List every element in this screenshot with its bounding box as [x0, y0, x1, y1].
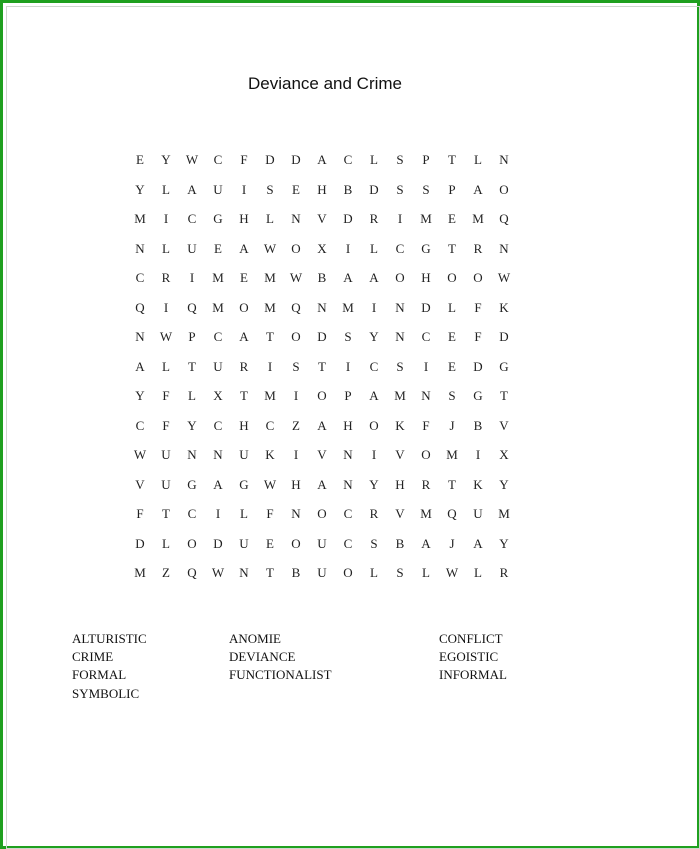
- grid-letter: N: [135, 329, 145, 344]
- grid-letter: D: [213, 535, 223, 551]
- grid-letter: I: [215, 506, 221, 521]
- grid-letter: C: [395, 240, 405, 256]
- grid-letter: N: [395, 329, 405, 344]
- grid-letter: M: [472, 211, 484, 226]
- grid-letter: E: [448, 358, 456, 374]
- grid-letter: O: [187, 535, 197, 551]
- grid-letter: N: [187, 447, 197, 462]
- word-list-item: DEVIANCE: [229, 649, 296, 665]
- grid-row: [127, 239, 517, 269]
- grid-letter: X: [317, 240, 327, 256]
- grid-letter: T: [448, 152, 456, 167]
- word-list-column-2: [229, 630, 332, 685]
- grid-letter: A: [421, 535, 431, 551]
- grid-letter: L: [162, 535, 170, 551]
- grid-letter: C: [343, 535, 353, 551]
- grid-letter: E: [266, 535, 274, 551]
- grid-letter: L: [266, 211, 274, 226]
- grid-letter: L: [162, 240, 170, 256]
- grid-letter: I: [371, 299, 377, 315]
- word-list-item: CRIME: [72, 649, 114, 665]
- word-list-item: ANOMIE: [229, 631, 281, 646]
- grid-letter: L: [370, 152, 378, 167]
- grid-letter: Y: [135, 181, 145, 197]
- word-list-item: ALTURISTIC: [72, 631, 147, 646]
- grid-letter: E: [292, 181, 300, 197]
- grid-letter: A: [239, 240, 249, 256]
- grid-letter: T: [162, 506, 170, 521]
- grid-letter: A: [135, 358, 145, 374]
- word-list-item: INFORMAL: [439, 667, 507, 683]
- grid-letter: B: [395, 535, 405, 551]
- grid-letter: N: [135, 240, 145, 256]
- grid-letter: T: [188, 358, 196, 374]
- grid-letter: S: [422, 181, 430, 197]
- grid-letter: Y: [499, 535, 509, 551]
- grid-letter: L: [162, 358, 170, 374]
- grid-letter: E: [448, 329, 456, 344]
- grid-letter: A: [473, 181, 483, 197]
- grid-letter: Y: [369, 476, 379, 492]
- grid-letter: Q: [291, 299, 301, 315]
- grid-letter: E: [448, 211, 456, 226]
- word-list-item: EGOISTIC: [439, 649, 499, 665]
- grid-letter: I: [345, 240, 351, 256]
- grid-letter: F: [162, 417, 170, 433]
- grid-letter: H: [421, 270, 431, 285]
- grid-letter: J: [449, 535, 455, 551]
- word-list-column-1: [72, 630, 147, 703]
- grid-row: [127, 416, 517, 446]
- grid-letter: Q: [187, 299, 197, 315]
- grid-letter: K: [499, 299, 509, 315]
- grid-letter: T: [266, 565, 274, 580]
- grid-letter: W: [133, 447, 147, 462]
- grid-letter: C: [187, 506, 197, 521]
- grid-letter: S: [266, 181, 274, 197]
- grid-letter: E: [214, 240, 222, 256]
- grid-letter: D: [369, 181, 379, 197]
- grid-letter: O: [291, 329, 301, 344]
- grid-letter: I: [293, 447, 299, 462]
- grid-letter: M: [420, 506, 432, 521]
- grid-letter: F: [474, 329, 482, 344]
- grid-letter: U: [213, 181, 223, 197]
- grid-letter: N: [291, 506, 301, 521]
- grid-letter: H: [343, 417, 353, 433]
- grid-letter: I: [397, 211, 403, 226]
- grid-letter: D: [291, 152, 301, 167]
- grid-letter: R: [421, 476, 431, 492]
- grid-letter: S: [396, 181, 404, 197]
- word-search-grid: [127, 150, 517, 593]
- grid-letter: J: [449, 417, 455, 433]
- grid-letter: S: [396, 358, 404, 374]
- grid-letter: I: [475, 447, 481, 462]
- grid-letter: L: [188, 388, 196, 403]
- grid-letter: M: [134, 211, 146, 226]
- grid-letter: K: [395, 417, 405, 433]
- grid-letter: L: [448, 299, 456, 315]
- word-list-item: FUNCTIONALIST: [229, 667, 332, 683]
- grid-row: [127, 209, 517, 239]
- word-list-column-3: [439, 630, 507, 685]
- grid-letter: R: [239, 358, 249, 374]
- grid-letter: I: [345, 358, 351, 374]
- grid-row: [127, 180, 517, 210]
- grid-letter: M: [394, 388, 406, 403]
- grid-letter: G: [499, 358, 509, 374]
- grid-letter: O: [447, 270, 457, 285]
- grid-letter: Z: [162, 565, 170, 580]
- grid-letter: W: [185, 152, 199, 167]
- grid-letter: O: [421, 447, 431, 462]
- grid-row: [127, 268, 517, 298]
- grid-letter: A: [369, 270, 379, 285]
- grid-letter: E: [136, 152, 144, 167]
- grid-letter: R: [499, 565, 509, 580]
- grid-letter: A: [317, 476, 327, 492]
- grid-letter: N: [499, 152, 509, 167]
- grid-letter: S: [344, 329, 352, 344]
- grid-letter: W: [159, 329, 173, 344]
- grid-letter: W: [289, 270, 303, 285]
- grid-letter: D: [265, 152, 275, 167]
- grid-letter: H: [239, 417, 249, 433]
- grid-letter: T: [240, 388, 248, 403]
- grid-letter: H: [291, 476, 301, 492]
- grid-letter: Q: [135, 299, 145, 315]
- grid-letter: B: [291, 565, 301, 580]
- grid-letter: I: [267, 358, 273, 374]
- grid-letter: D: [317, 329, 327, 344]
- grid-letter: N: [499, 240, 509, 256]
- grid-letter: M: [212, 299, 224, 315]
- grid-letter: C: [369, 358, 379, 374]
- grid-letter: O: [317, 388, 327, 403]
- grid-letter: Z: [292, 417, 300, 433]
- grid-letter: G: [213, 211, 223, 226]
- grid-letter: V: [135, 476, 145, 492]
- grid-letter: K: [473, 476, 483, 492]
- grid-letter: S: [396, 565, 404, 580]
- grid-letter: N: [343, 447, 353, 462]
- grid-letter: X: [213, 388, 223, 403]
- grid-letter: G: [421, 240, 431, 256]
- grid-letter: N: [421, 388, 431, 403]
- grid-letter: M: [264, 299, 276, 315]
- grid-letter: U: [239, 535, 249, 551]
- grid-letter: A: [473, 535, 483, 551]
- grid-letter: I: [423, 358, 429, 374]
- grid-letter: S: [396, 152, 404, 167]
- grid-letter: L: [370, 240, 378, 256]
- grid-letter: C: [343, 506, 353, 521]
- grid-letter: S: [448, 388, 456, 403]
- grid-letter: P: [344, 388, 352, 403]
- grid-letter: D: [421, 299, 431, 315]
- grid-letter: V: [317, 447, 327, 462]
- grid-row: [127, 475, 517, 505]
- grid-letter: R: [369, 211, 379, 226]
- grid-letter: W: [211, 565, 225, 580]
- grid-letter: Q: [447, 506, 457, 521]
- grid-letter: T: [448, 240, 456, 256]
- page-title: Deviance and Crime: [247, 74, 402, 93]
- grid-letter: R: [473, 240, 483, 256]
- grid-letter: S: [370, 535, 378, 551]
- grid-letter: N: [239, 565, 249, 580]
- grid-letter: F: [474, 299, 482, 315]
- grid-letter: U: [317, 535, 327, 551]
- word-list-item: FORMAL: [72, 667, 127, 683]
- grid-letter: N: [291, 211, 301, 226]
- grid-letter: O: [369, 417, 379, 433]
- grid-letter: U: [239, 447, 249, 462]
- grid-letter: M: [264, 388, 276, 403]
- grid-letter: H: [317, 181, 327, 197]
- grid-letter: L: [474, 565, 482, 580]
- grid-letter: D: [135, 535, 145, 551]
- grid-letter: H: [239, 211, 249, 226]
- grid-letter: F: [266, 506, 274, 521]
- grid-letter: I: [163, 299, 169, 315]
- grid-row: [127, 357, 517, 387]
- grid-letter: A: [317, 417, 327, 433]
- grid-letter: K: [265, 447, 275, 462]
- grid-letter: V: [499, 417, 509, 433]
- grid-letter: B: [473, 417, 483, 433]
- grid-letter: W: [445, 565, 459, 580]
- grid-letter: U: [473, 506, 483, 521]
- grid-letter: A: [213, 476, 223, 492]
- grid-letter: L: [240, 506, 248, 521]
- grid-letter: Q: [187, 565, 197, 580]
- grid-letter: M: [342, 299, 354, 315]
- grid-letter: Y: [499, 476, 509, 492]
- grid-letter: A: [187, 181, 197, 197]
- grid-letter: H: [395, 476, 405, 492]
- grid-row: [127, 386, 517, 416]
- grid-row: [127, 563, 517, 593]
- grid-row: [127, 445, 517, 475]
- grid-letter: R: [369, 506, 379, 521]
- grid-letter: Y: [161, 152, 171, 167]
- grid-letter: P: [448, 181, 456, 197]
- grid-letter: L: [474, 152, 482, 167]
- grid-letter: Y: [135, 388, 145, 403]
- grid-letter: F: [162, 388, 170, 403]
- grid-row: [127, 150, 517, 180]
- grid-letter: M: [498, 506, 510, 521]
- grid-letter: V: [317, 211, 327, 226]
- grid-letter: O: [499, 181, 509, 197]
- grid-letter: R: [161, 270, 171, 285]
- grid-letter: M: [446, 447, 458, 462]
- grid-letter: Y: [369, 329, 379, 344]
- grid-letter: T: [448, 476, 456, 492]
- grid-letter: U: [213, 358, 223, 374]
- grid-letter: A: [317, 152, 327, 167]
- word-list-item: SYMBOLIC: [72, 685, 140, 701]
- grid-letter: L: [422, 565, 430, 580]
- grid-letter: U: [161, 476, 171, 492]
- grid-letter: I: [163, 211, 169, 226]
- grid-letter: P: [188, 329, 196, 344]
- grid-letter: P: [422, 152, 430, 167]
- grid-letter: I: [189, 270, 195, 285]
- grid-letter: M: [420, 211, 432, 226]
- grid-letter: M: [212, 270, 224, 285]
- grid-letter: B: [343, 181, 353, 197]
- grid-letter: A: [369, 388, 379, 403]
- grid-letter: I: [293, 388, 299, 403]
- grid-letter: W: [263, 240, 277, 256]
- grid-letter: G: [187, 476, 197, 492]
- grid-letter: L: [162, 181, 170, 197]
- grid-letter: C: [135, 417, 145, 433]
- grid-letter: C: [213, 417, 223, 433]
- grid-letter: O: [317, 506, 327, 521]
- grid-letter: U: [161, 447, 171, 462]
- grid-letter: Y: [187, 417, 197, 433]
- grid-row: [127, 504, 517, 534]
- grid-letter: O: [395, 270, 405, 285]
- grid-letter: N: [395, 299, 405, 315]
- grid-letter: O: [343, 565, 353, 580]
- grid-letter: C: [213, 329, 223, 344]
- grid-letter: F: [136, 506, 144, 521]
- grid-letter: C: [187, 211, 197, 226]
- grid-row: [127, 534, 517, 564]
- grid-letter: N: [317, 299, 327, 315]
- grid-letter: D: [343, 211, 353, 226]
- grid-letter: V: [395, 447, 405, 462]
- grid-letter: D: [499, 329, 509, 344]
- grid-letter: X: [499, 447, 509, 462]
- grid-letter: E: [240, 270, 248, 285]
- grid-letter: C: [265, 417, 275, 433]
- grid-letter: T: [318, 358, 326, 374]
- grid-letter: O: [239, 299, 249, 315]
- grid-letter: V: [395, 506, 405, 521]
- grid-letter: F: [240, 152, 248, 167]
- grid-letter: C: [135, 270, 145, 285]
- grid-row: [127, 298, 517, 328]
- grid-letter: Q: [499, 211, 509, 226]
- grid-letter: T: [500, 388, 508, 403]
- grid-letter: B: [317, 270, 327, 285]
- grid-letter: W: [497, 270, 511, 285]
- grid-letter: D: [473, 358, 483, 374]
- grid-letter: N: [213, 447, 223, 462]
- grid-letter: C: [213, 152, 223, 167]
- grid-letter: A: [239, 329, 249, 344]
- grid-letter: U: [187, 240, 197, 256]
- grid-letter: M: [264, 270, 276, 285]
- grid-letter: C: [343, 152, 353, 167]
- grid-row: [127, 327, 517, 357]
- grid-letter: T: [266, 329, 274, 344]
- grid-letter: A: [343, 270, 353, 285]
- grid-letter: L: [370, 565, 378, 580]
- grid-letter: F: [422, 417, 430, 433]
- word-list-item: CONFLICT: [439, 631, 503, 646]
- grid-letter: G: [473, 388, 483, 403]
- grid-letter: O: [291, 535, 301, 551]
- grid-letter: S: [292, 358, 300, 374]
- grid-letter: M: [134, 565, 146, 580]
- grid-letter: N: [343, 476, 353, 492]
- grid-letter: G: [239, 476, 249, 492]
- grid-letter: O: [291, 240, 301, 256]
- grid-letter: C: [421, 329, 431, 344]
- grid-letter: O: [473, 270, 483, 285]
- grid-letter: W: [263, 476, 277, 492]
- grid-letter: U: [317, 565, 327, 580]
- grid-letter: I: [371, 447, 377, 462]
- grid-letter: I: [241, 181, 247, 197]
